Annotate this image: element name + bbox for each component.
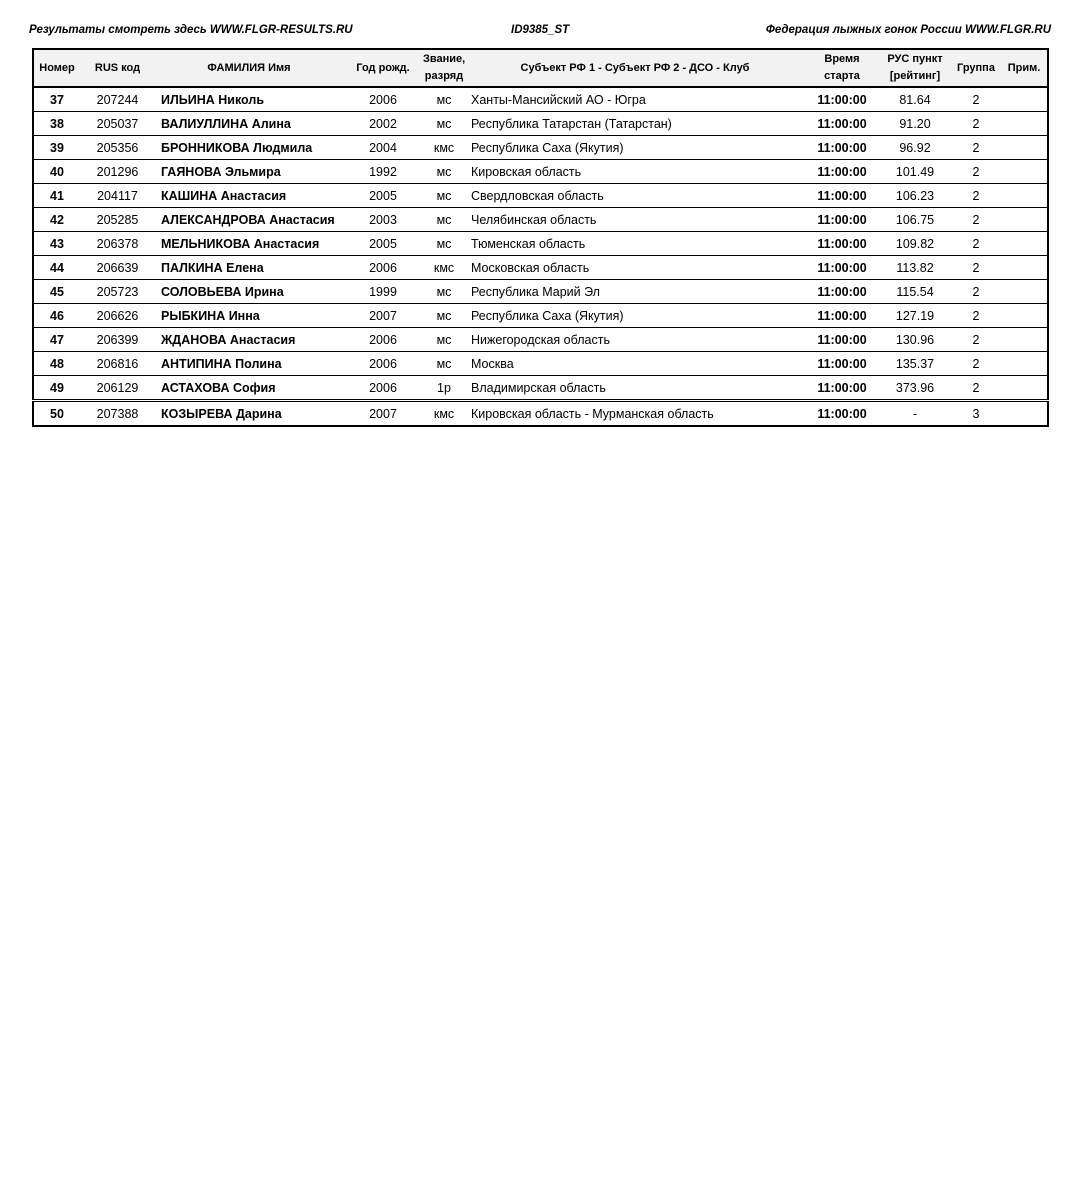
cell-start-time: 11:00:00 [805, 160, 879, 184]
cell-birth-year: 2005 [343, 184, 423, 208]
cell-note [1001, 328, 1048, 352]
cell-group: 2 [951, 208, 1001, 232]
table-row [33, 232, 1048, 256]
cell-region: Кировская область - Мурманская область [465, 401, 805, 427]
cell-number: 48 [33, 352, 80, 376]
col-header-rank [423, 49, 465, 87]
cell-start-time: 11:00:00 [805, 256, 879, 280]
cell-number: 39 [33, 136, 80, 160]
cell-group: 2 [951, 160, 1001, 184]
col-header-rus-code: RUS код [80, 49, 155, 87]
cell-note [1001, 232, 1048, 256]
col-header-rus-points [879, 49, 951, 87]
cell-number: 37 [33, 87, 80, 112]
cell-rus-points: 373.96 [879, 376, 951, 401]
cell-name: СОЛОВЬЕВА Ирина [155, 280, 343, 304]
cell-birth-year: 1992 [343, 160, 423, 184]
cell-note [1001, 136, 1048, 160]
cell-rus-points: 115.54 [879, 280, 951, 304]
table-row [33, 376, 1048, 401]
cell-start-time: 11:00:00 [805, 184, 879, 208]
cell-rank: кмс [423, 256, 465, 280]
cell-note [1001, 184, 1048, 208]
cell-rus-points: 106.75 [879, 208, 951, 232]
col-header-name: ФАМИЛИЯ Имя [155, 49, 343, 87]
results-link-text: Результаты смотреть здесь WWW.FLGR-RESULTS.RU [29, 24, 353, 36]
cell-birth-year: 2006 [343, 376, 423, 401]
cell-rus-code: 206816 [80, 352, 155, 376]
cell-note [1001, 280, 1048, 304]
cell-start-time: 11:00:00 [805, 304, 879, 328]
cell-group: 2 [951, 256, 1001, 280]
cell-rus-code: 206626 [80, 304, 155, 328]
cell-start-time: 11:00:00 [805, 232, 879, 256]
col-header-rus-points-line1: РУС пункт [887, 53, 943, 65]
cell-group: 2 [951, 112, 1001, 136]
cell-note [1001, 352, 1048, 376]
cell-rank: мс [423, 352, 465, 376]
cell-rank: мс [423, 328, 465, 352]
cell-start-time: 11:00:00 [805, 87, 879, 112]
col-header-region: Субъект РФ 1 - Субъект РФ 2 - ДСО - Клуб [465, 49, 805, 87]
cell-number: 38 [33, 112, 80, 136]
cell-note [1001, 87, 1048, 112]
cell-rank: кмс [423, 401, 465, 427]
table-row [33, 352, 1048, 376]
cell-start-time: 11:00:00 [805, 352, 879, 376]
cell-rus-points: 96.92 [879, 136, 951, 160]
cell-rank: мс [423, 208, 465, 232]
cell-rus-points: 130.96 [879, 328, 951, 352]
cell-region: Ханты-Мансийский АО - Югра [465, 87, 805, 112]
cell-note [1001, 160, 1048, 184]
cell-start-time: 11:00:00 [805, 328, 879, 352]
table-row [33, 184, 1048, 208]
table-row [33, 208, 1048, 232]
cell-number: 40 [33, 160, 80, 184]
cell-rus-points: 106.23 [879, 184, 951, 208]
cell-number: 45 [33, 280, 80, 304]
col-header-group: Группа [951, 49, 1001, 87]
col-header-rus-points-line2: [рейтинг] [889, 70, 941, 82]
cell-group: 2 [951, 352, 1001, 376]
cell-region: Нижегородская область [465, 328, 805, 352]
cell-number: 43 [33, 232, 80, 256]
cell-group: 2 [951, 136, 1001, 160]
table-row [33, 136, 1048, 160]
cell-rus-code: 201296 [80, 160, 155, 184]
cell-region: Республика Марий Эл [465, 280, 805, 304]
cell-start-time: 11:00:00 [805, 376, 879, 401]
cell-region: Владимирская область [465, 376, 805, 401]
cell-birth-year: 2007 [343, 304, 423, 328]
cell-rus-code: 206378 [80, 232, 155, 256]
cell-number: 46 [33, 304, 80, 328]
cell-name: АНТИПИНА Полина [155, 352, 343, 376]
cell-region: Свердловская область [465, 184, 805, 208]
cell-rus-code: 206129 [80, 376, 155, 401]
table-row [33, 160, 1048, 184]
cell-rank: мс [423, 280, 465, 304]
cell-rus-points: 91.20 [879, 112, 951, 136]
cell-rank: мс [423, 160, 465, 184]
cell-birth-year: 2006 [343, 352, 423, 376]
cell-name: ГАЯНОВА Эльмира [155, 160, 343, 184]
table-row [33, 256, 1048, 280]
cell-rank: мс [423, 184, 465, 208]
cell-rus-points: 135.37 [879, 352, 951, 376]
cell-rus-points: 81.64 [879, 87, 951, 112]
col-header-start-line1: Время [824, 53, 860, 65]
cell-birth-year: 2004 [343, 136, 423, 160]
cell-rank: мс [423, 112, 465, 136]
cell-group: 3 [951, 401, 1001, 427]
cell-name: АСТАХОВА София [155, 376, 343, 401]
cell-rus-code: 205285 [80, 208, 155, 232]
cell-start-time: 11:00:00 [805, 136, 879, 160]
cell-group: 2 [951, 376, 1001, 401]
cell-region: Республика Саха (Якутия) [465, 304, 805, 328]
col-header-birth-year: Год рожд. [343, 49, 423, 87]
cell-region: Кировская область [465, 160, 805, 184]
cell-region: Тюменская область [465, 232, 805, 256]
cell-note [1001, 304, 1048, 328]
cell-rus-points: - [879, 401, 951, 427]
cell-note [1001, 112, 1048, 136]
cell-number: 42 [33, 208, 80, 232]
cell-group: 2 [951, 87, 1001, 112]
cell-region: Москва [465, 352, 805, 376]
table-row [33, 87, 1048, 112]
cell-rus-code: 204117 [80, 184, 155, 208]
cell-rank: мс [423, 87, 465, 112]
cell-rus-code: 207244 [80, 87, 155, 112]
cell-group: 2 [951, 184, 1001, 208]
col-header-rank-line2: разряд [424, 70, 464, 82]
cell-name: КАШИНА Анастасия [155, 184, 343, 208]
cell-birth-year: 2006 [343, 328, 423, 352]
col-header-start-line2: старта [824, 70, 860, 82]
col-header-start-time [805, 49, 879, 87]
cell-start-time: 11:00:00 [805, 280, 879, 304]
table-body [33, 87, 1048, 426]
document-id: ID9385_ST [511, 24, 570, 36]
table-header-row [33, 49, 1048, 87]
cell-rus-code: 207388 [80, 401, 155, 427]
cell-rank: мс [423, 304, 465, 328]
cell-rus-code: 205037 [80, 112, 155, 136]
cell-group: 2 [951, 280, 1001, 304]
cell-note [1001, 208, 1048, 232]
cell-rus-points: 113.82 [879, 256, 951, 280]
cell-name: КОЗЫРЕВА Дарина [155, 401, 343, 427]
cell-birth-year: 2006 [343, 87, 423, 112]
cell-note [1001, 376, 1048, 401]
cell-rank: 1р [423, 376, 465, 401]
table-row [33, 401, 1048, 427]
cell-group: 2 [951, 232, 1001, 256]
table-row [33, 328, 1048, 352]
cell-start-time: 11:00:00 [805, 401, 879, 427]
cell-rus-points: 127.19 [879, 304, 951, 328]
cell-number: 49 [33, 376, 80, 401]
page-header [0, 24, 1080, 40]
cell-number: 50 [33, 401, 80, 427]
cell-name: ВАЛИУЛЛИНА Алина [155, 112, 343, 136]
cell-rus-points: 101.49 [879, 160, 951, 184]
cell-birth-year: 2007 [343, 401, 423, 427]
cell-name: АЛЕКСАНДРОВА Анастасия [155, 208, 343, 232]
cell-rus-code: 206399 [80, 328, 155, 352]
start-list-table [32, 48, 1049, 427]
cell-name: ПАЛКИНА Елена [155, 256, 343, 280]
table-row [33, 280, 1048, 304]
cell-number: 44 [33, 256, 80, 280]
cell-region: Московская область [465, 256, 805, 280]
cell-region: Челябинская область [465, 208, 805, 232]
cell-name: МЕЛЬНИКОВА Анастасия [155, 232, 343, 256]
federation-link-text: Федерация лыжных гонок России WWW.FLGR.RU [765, 24, 1051, 36]
cell-note [1001, 256, 1048, 280]
cell-birth-year: 2002 [343, 112, 423, 136]
cell-number: 41 [33, 184, 80, 208]
col-header-rank-line1: Звание, [423, 53, 466, 65]
cell-region: Республика Саха (Якутия) [465, 136, 805, 160]
cell-rank: кмс [423, 136, 465, 160]
cell-name: РЫБКИНА Инна [155, 304, 343, 328]
cell-rus-code: 206639 [80, 256, 155, 280]
cell-name: ИЛЬИНА Николь [155, 87, 343, 112]
cell-birth-year: 2003 [343, 208, 423, 232]
table-row [33, 112, 1048, 136]
col-header-number: Номер [33, 49, 80, 87]
cell-birth-year: 2006 [343, 256, 423, 280]
cell-group: 2 [951, 328, 1001, 352]
cell-rus-code: 205356 [80, 136, 155, 160]
cell-group: 2 [951, 304, 1001, 328]
col-header-note: Прим. [1001, 49, 1048, 87]
cell-birth-year: 2005 [343, 232, 423, 256]
table-row [33, 304, 1048, 328]
cell-rank: мс [423, 232, 465, 256]
cell-rus-code: 205723 [80, 280, 155, 304]
cell-birth-year: 1999 [343, 280, 423, 304]
cell-name: БРОННИКОВА Людмила [155, 136, 343, 160]
cell-start-time: 11:00:00 [805, 112, 879, 136]
cell-name: ЖДАНОВА Анастасия [155, 328, 343, 352]
cell-start-time: 11:00:00 [805, 208, 879, 232]
cell-region: Республика Татарстан (Татарстан) [465, 112, 805, 136]
cell-number: 47 [33, 328, 80, 352]
cell-note [1001, 401, 1048, 427]
cell-rus-points: 109.82 [879, 232, 951, 256]
